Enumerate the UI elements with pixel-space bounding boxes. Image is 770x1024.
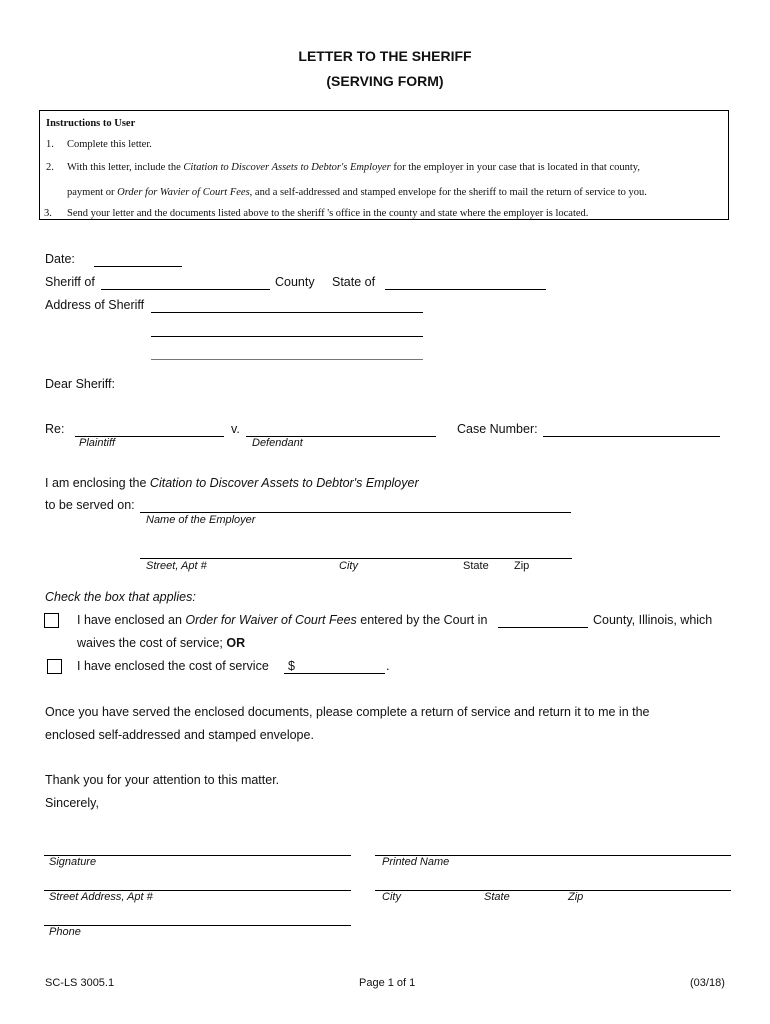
county-illinois-text: County, Illinois, which [593,613,713,627]
instruction-text: With this letter, include the [67,162,184,173]
employer-name-field[interactable] [140,512,571,513]
cost-amount-field[interactable] [284,673,385,674]
county-label: County [275,275,315,289]
check-heading: Check the box that applies: [45,590,196,604]
form-id: SC-LS 3005.1 [45,977,115,989]
waiver-county-field[interactable] [498,627,588,628]
instruction-item-3: Send your letter and the documents listed above to the sheriff 's office in the county and state where the employer is located. [67,208,589,219]
instruction-doc-name: Order for Wavier of Court Fees [117,187,250,198]
instruction-number: 3. [44,208,52,219]
dollar-sign: $ [288,659,295,673]
enclosing-pre: I am enclosing the [45,476,150,490]
state-caption: State [463,560,489,572]
fee-waiver-text-line2 [77,636,245,650]
instruction-doc-name: Citation to Discover Assets to Debtor's Employer [183,162,391,173]
printed-name-caption: Printed Name [382,856,450,868]
sheriff-county-field[interactable] [101,289,270,290]
enclosing-doc-name: Citation to Discover Assets to Debtor's Employer [149,476,419,490]
fee-waiver-pre: I have enclosed an [77,613,186,627]
thanks-text: Thank you for your attention to this matter. [45,773,280,787]
city-caption: City [339,560,358,572]
instruction-item-2 [67,162,640,173]
zip-caption: Zip [568,891,584,903]
fee-waiver-post: entered by the Court in [356,613,488,627]
enclosing-text [45,476,419,490]
instruction-number: 1. [46,139,54,150]
city-state-zip-field[interactable] [375,890,731,891]
phone-caption: Phone [49,926,81,938]
defendant-caption: Defendant [252,437,303,449]
sheriff-of-label: Sheriff of [45,275,95,289]
street-caption: Street, Apt # [146,560,207,572]
instructions-heading: Instructions to User [46,118,136,129]
plaintiff-caption: Plaintiff [79,437,116,449]
state-of-label: State of [332,275,376,289]
salutation: Dear Sheriff: [45,377,115,391]
state-caption: State [484,891,510,903]
phone-field[interactable] [44,925,351,926]
city-caption: City [382,891,401,903]
fee-waiver-checkbox[interactable] [44,613,59,628]
instruction-text: , and a self-addressed and stamped envelope for the sheriff to mail the return of service to you. [249,187,647,198]
address-label: Address of Sheriff [45,298,145,312]
fee-waiver-text [77,613,487,627]
cost-of-service-text: I have enclosed the cost of service [77,659,269,673]
instruction-item-1: Complete this letter. [67,139,152,150]
cost-of-service-checkbox[interactable] [47,659,62,674]
sincerely-text: Sincerely, [45,796,99,810]
signature-caption: Signature [49,856,97,868]
page-number: Page 1 of 1 [359,977,416,989]
re-label: Re: [45,422,65,436]
date-field[interactable] [94,266,182,267]
period: . [386,659,390,673]
instruction-number: 2. [46,162,54,173]
revision-date: (03/18) [690,977,725,989]
instructions-paragraph-line1: Once you have served the enclosed documents, please complete a return of service and return it to me in the [45,705,650,719]
instructions-paragraph-line2: enclosed self-addressed and stamped envelope. [45,728,314,742]
case-number-field[interactable] [543,436,720,437]
address-line-2[interactable] [151,336,423,337]
page-title: LETTER TO THE SHERIFF [298,48,472,64]
served-on-label: to be served on: [45,498,135,512]
date-label: Date: [45,252,75,266]
waives-text: waives the cost of service; [77,636,227,650]
employer-caption: Name of the Employer [146,514,256,526]
page-subtitle: (SERVING FORM) [326,73,444,89]
address-line-3[interactable] [151,359,423,360]
address-line-1[interactable] [151,312,423,313]
street-address-caption: Street Address, Apt # [49,891,153,903]
case-number-label: Case Number: [457,422,538,436]
instruction-item-2-cont [67,187,647,198]
fee-waiver-doc-name: Order for Waiver of Court Fees [185,613,357,627]
employer-address-field[interactable] [140,558,572,559]
sheriff-state-field[interactable] [385,289,546,290]
instruction-text: for the employer in your case that is located in that county, [390,162,640,173]
versus-label: v. [231,422,240,436]
instruction-text: payment or [67,187,118,198]
zip-caption: Zip [514,560,530,572]
or-text: OR [226,636,246,650]
